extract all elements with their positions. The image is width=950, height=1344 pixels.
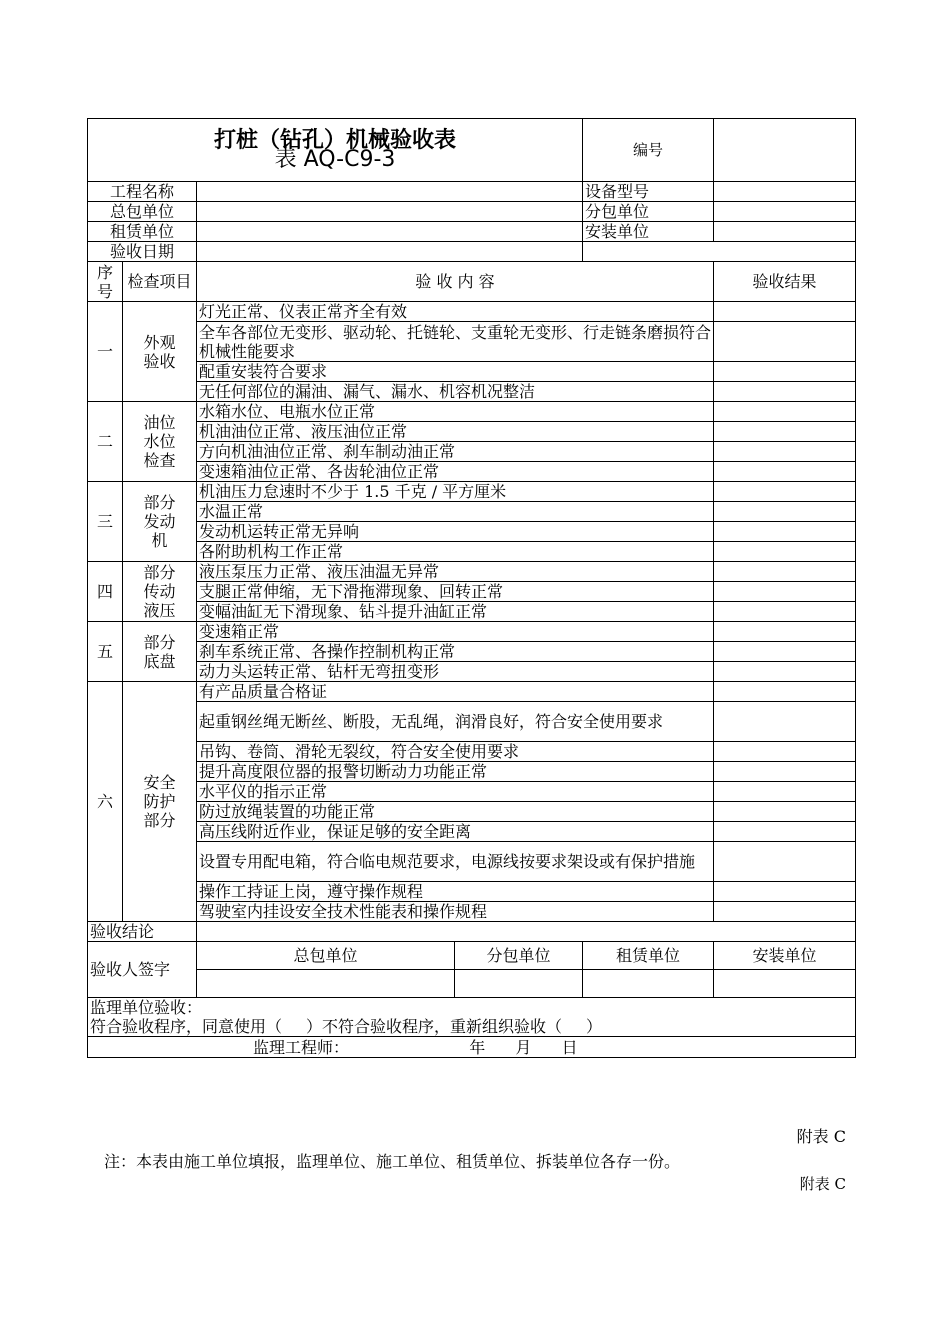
- subcontractor-field[interactable]: [714, 202, 856, 222]
- inspection-sections: [88, 302, 856, 922]
- inspection-row: [88, 782, 856, 802]
- inspection-row: [88, 882, 856, 902]
- inspection-result-field[interactable]: [714, 502, 856, 522]
- inspection-result-field[interactable]: [714, 442, 856, 462]
- inspection-item: 液压泵压力正常、液压油温无异常: [197, 562, 714, 582]
- section-number: 四: [88, 562, 123, 622]
- inspection-row: [88, 742, 856, 762]
- inspection-row: [88, 662, 856, 682]
- inspection-row: [88, 422, 856, 442]
- inspection-item: 机油油位正常、液压油位正常: [197, 422, 714, 442]
- inspection-item: 灯光正常、仪表正常齐全有效: [197, 302, 714, 322]
- inspection-item: 设置专用配电箱，符合临电规范要求，电源线按要求架设或有保护措施: [197, 842, 714, 882]
- inspection-result-field[interactable]: [714, 902, 856, 922]
- inspection-item: 高压线附近作业，保证足够的安全距离: [197, 822, 714, 842]
- inspection-result-field[interactable]: [714, 542, 856, 562]
- inspection-item: 水箱水位、电瓶水位正常: [197, 402, 714, 422]
- signature-label: 验收人签字: [88, 942, 197, 998]
- sign-unit-general: 总包单位: [197, 942, 455, 970]
- engineer-label: 监理工程师：: [253, 1037, 350, 1057]
- inspection-item: 变速箱正常: [197, 622, 714, 642]
- header-item: 检查项目: [123, 262, 197, 302]
- serial-number-label: 编号: [583, 119, 714, 182]
- inspection-result-field[interactable]: [714, 802, 856, 822]
- inspection-result-field[interactable]: [714, 642, 856, 662]
- serial-number-field[interactable]: [714, 119, 856, 182]
- form-code: 表 AQ-C9-3: [274, 147, 396, 172]
- inspection-item: 变幅油缸无下滑现象、钻斗提升油缸正常: [197, 602, 714, 622]
- supervision-options: [90, 1017, 853, 1036]
- approve-text: 符合验收程序，同意使用（: [90, 1017, 283, 1036]
- inspection-result-field[interactable]: [714, 762, 856, 782]
- blank-cell: [583, 242, 856, 262]
- header-content: 验 收 内 容: [197, 262, 714, 302]
- inspection-item: 水平仪的指示正常: [197, 782, 714, 802]
- inspection-result-field[interactable]: [714, 562, 856, 582]
- day-label: 日: [561, 1037, 578, 1057]
- sign-field-sub[interactable]: [455, 970, 583, 998]
- inspection-result-field[interactable]: [714, 362, 856, 382]
- form-title: 打桩（钻孔）机械验收表: [214, 128, 457, 153]
- inspection-row: [88, 762, 856, 782]
- inspection-row: [88, 522, 856, 542]
- inspection-row: [88, 402, 856, 422]
- inspection-item: 防过放绳装置的功能正常: [197, 802, 714, 822]
- inspection-row: [88, 702, 856, 742]
- inspection-result-field[interactable]: [714, 782, 856, 802]
- inspection-row: [88, 802, 856, 822]
- lessor-label: 租赁单位: [88, 222, 197, 242]
- inspection-item: 无任何部位的漏油、漏气、漏水、机容机况整洁: [197, 382, 714, 402]
- subcontractor-label: 分包单位: [583, 202, 714, 222]
- section-name: 油位水位检查: [123, 402, 197, 482]
- inspection-row: [88, 822, 856, 842]
- general-contractor-field[interactable]: [197, 202, 583, 222]
- inspection-row: [88, 502, 856, 522]
- inspection-row: [88, 582, 856, 602]
- inspection-result-field[interactable]: [714, 322, 856, 362]
- inspection-result-field[interactable]: [714, 702, 856, 742]
- footer-note: 注：本表由施工单位填报，监理单位、施工单位、租赁单位、拆装单位各存一份。: [104, 1152, 681, 1171]
- close-paren: ）: [586, 1017, 603, 1036]
- inspection-row: [88, 642, 856, 662]
- appendix-label-bottom: 附表 C: [799, 1175, 846, 1193]
- inspection-item: 刹车系统正常、各操作控制机构正常: [197, 642, 714, 662]
- inspection-row: [88, 462, 856, 482]
- section-name: 安全防护部分: [123, 682, 197, 922]
- inspection-row: [88, 482, 856, 502]
- inspection-row: [88, 362, 856, 382]
- sign-unit-installer: 安装单位: [714, 942, 856, 970]
- lessor-field[interactable]: [197, 222, 583, 242]
- inspection-row: [88, 562, 856, 582]
- section-name: 部分底盘: [123, 622, 197, 682]
- conclusion-label: 验收结论: [88, 922, 197, 942]
- equipment-model-label: 设备型号: [583, 182, 714, 202]
- supervision-cell: [88, 998, 856, 1037]
- inspection-item: 方向机油油位正常、刹车制动油正常: [197, 442, 714, 462]
- inspection-row: [88, 602, 856, 622]
- inspection-result-field[interactable]: [714, 482, 856, 502]
- section-number: 一: [88, 302, 123, 402]
- inspection-row: [88, 442, 856, 462]
- inspection-row: [88, 622, 856, 642]
- inspection-result-field[interactable]: [714, 422, 856, 442]
- inspection-row: [88, 302, 856, 322]
- inspection-row: [88, 842, 856, 882]
- installer-field[interactable]: [714, 222, 856, 242]
- inspection-item: 吊钩、卷筒、滑轮无裂纹，符合安全使用要求: [197, 742, 714, 762]
- reject-text: ）不符合验收程序，重新组织验收（: [306, 1017, 563, 1036]
- section-number: 三: [88, 482, 123, 562]
- inspection-item: 全车各部位无变形、驱动轮、托链轮、支重轮无变形、行走链条磨损符合机械性能要求: [197, 322, 714, 362]
- inspection-row: [88, 542, 856, 562]
- header-no: 序号: [88, 262, 123, 302]
- section-number: 二: [88, 402, 123, 482]
- inspection-result-field[interactable]: [714, 822, 856, 842]
- inspection-item: 机油压力怠速时不少于 1.5 千克 / 平方厘米: [197, 482, 714, 502]
- inspection-result-field[interactable]: [714, 602, 856, 622]
- inspection-row: [88, 682, 856, 702]
- inspection-result-field[interactable]: [714, 382, 856, 402]
- sign-field-installer[interactable]: [714, 970, 856, 998]
- section-name: 部分传动液压: [123, 562, 197, 622]
- inspection-result-field[interactable]: [714, 302, 856, 322]
- installer-label: 安装单位: [583, 222, 714, 242]
- acceptance-date-label: 验收日期: [88, 242, 197, 262]
- inspection-result-field[interactable]: [714, 402, 856, 422]
- inspection-item: 起重钢丝绳无断丝、断股，无乱绳，润滑良好，符合安全使用要求: [197, 702, 714, 742]
- inspection-row: [88, 322, 856, 362]
- header-result: 验收结果: [714, 262, 856, 302]
- year-label: 年: [469, 1037, 486, 1057]
- inspection-item: 发动机运转正常无异响: [197, 522, 714, 542]
- form-title-cell: [88, 119, 583, 182]
- inspection-item: 操作工持证上岗，遵守操作规程: [197, 882, 714, 902]
- inspection-item: 有产品质量合格证: [197, 682, 714, 702]
- inspection-item: 提升高度限位器的报警切断动力功能正常: [197, 762, 714, 782]
- sign-unit-lessor: 租赁单位: [583, 942, 714, 970]
- inspection-item: 各附助机构工作正常: [197, 542, 714, 562]
- acceptance-form-table: [87, 118, 856, 1058]
- inspection-item: 配重安装符合要求: [197, 362, 714, 382]
- sign-field-general[interactable]: [197, 970, 455, 998]
- equipment-model-field[interactable]: [714, 182, 856, 202]
- appendix-label-top: 附表 C: [796, 1127, 846, 1146]
- inspection-result-field[interactable]: [714, 662, 856, 682]
- project-name-label: 工程名称: [88, 182, 197, 202]
- section-name: 外观验收: [123, 302, 197, 402]
- inspection-row: [88, 382, 856, 402]
- acceptance-date-field[interactable]: [197, 242, 583, 262]
- conclusion-field[interactable]: [197, 922, 856, 942]
- inspection-result-field[interactable]: [714, 882, 856, 902]
- inspection-result-field[interactable]: [714, 462, 856, 482]
- inspection-result-field[interactable]: [714, 682, 856, 702]
- inspection-result-field[interactable]: [714, 742, 856, 762]
- sign-unit-sub: 分包单位: [455, 942, 583, 970]
- inspection-item: 变速箱油位正常、各齿轮油位正常: [197, 462, 714, 482]
- inspection-result-field[interactable]: [714, 622, 856, 642]
- inspection-result-field[interactable]: [714, 582, 856, 602]
- inspection-item: 驾驶室内挂设安全技术性能表和操作规程: [197, 902, 714, 922]
- section-number: 六: [88, 682, 123, 922]
- month-label: 月: [515, 1037, 532, 1057]
- supervision-heading: 监理单位验收：: [90, 998, 203, 1017]
- sign-field-lessor[interactable]: [583, 970, 714, 998]
- section-number: 五: [88, 622, 123, 682]
- inspection-result-field[interactable]: [714, 522, 856, 542]
- inspection-item: 支腿正常伸缩，无下滑拖滞现象、回转正常: [197, 582, 714, 602]
- inspection-item: 动力头运转正常、钻杆无弯扭变形: [197, 662, 714, 682]
- engineer-signature-row: [88, 1037, 856, 1058]
- inspection-result-field[interactable]: [714, 842, 856, 882]
- section-name: 部分发动机: [123, 482, 197, 562]
- general-contractor-label: 总包单位: [88, 202, 197, 222]
- inspection-row: [88, 902, 856, 922]
- project-name-field[interactable]: [197, 182, 583, 202]
- inspection-item: 水温正常: [197, 502, 714, 522]
